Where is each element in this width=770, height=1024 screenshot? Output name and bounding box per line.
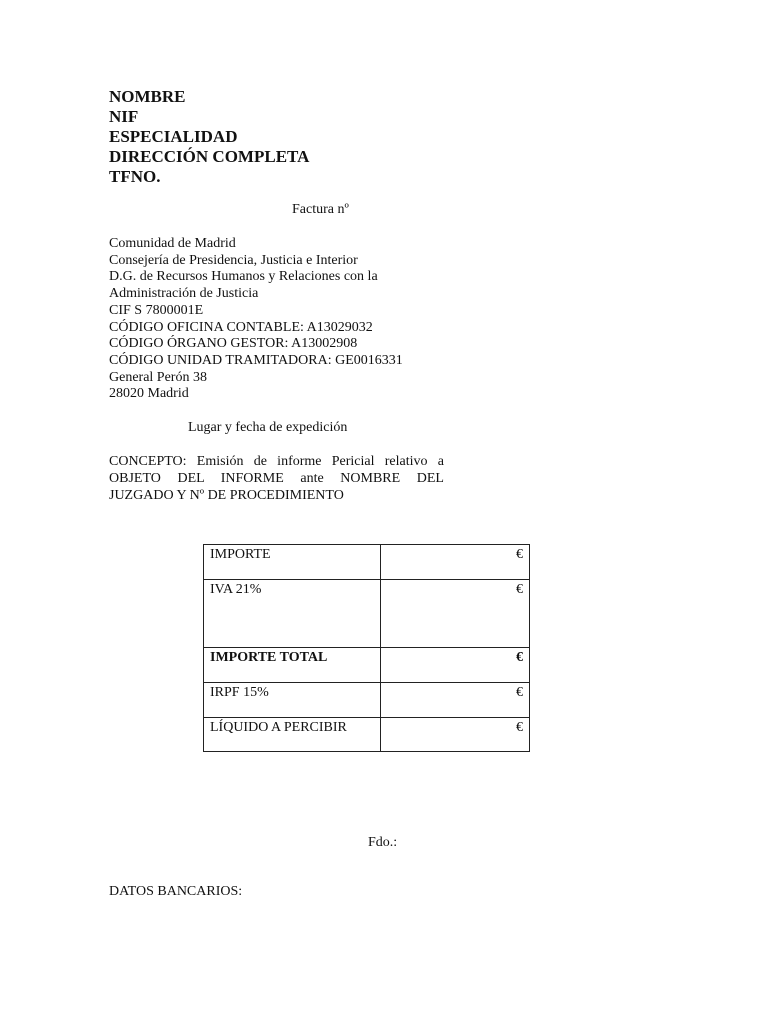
issuer-phone: TFNO. (109, 167, 161, 186)
recipient-line: Consejería de Presidencia, Justicia e Interior (109, 252, 358, 268)
issuer-name: NOMBRE (109, 87, 186, 106)
issuer-nif: NIF (109, 107, 139, 126)
recipient-line: Administración de Justicia (109, 286, 259, 302)
amounts-table (203, 544, 530, 752)
recipient-street: General Perón 38 (109, 369, 207, 385)
table-row (204, 683, 530, 718)
amount-value: € (381, 580, 530, 648)
recipient-line: D.G. de Recursos Humanos y Relaciones con la (109, 269, 378, 285)
table-row-total (204, 648, 530, 683)
signature-label: Fdo.: (368, 835, 398, 850)
table-row (204, 718, 530, 752)
recipient-managing-body-code: CÓDIGO ÓRGANO GESTOR: A13002908 (109, 336, 358, 352)
concept-block (109, 453, 444, 504)
table-row (204, 545, 530, 580)
concept-line: OBJETO DEL INFORME ante NOMBRE DEL (109, 471, 444, 486)
issuer-specialty: ESPECIALIDAD (109, 127, 238, 146)
table-row (204, 580, 530, 648)
issuer-header (109, 87, 309, 187)
recipient-block (109, 236, 403, 403)
issuer-address: DIRECCIÓN COMPLETA (109, 147, 310, 166)
recipient-city: 28020 Madrid (109, 386, 189, 402)
amount-value: € (381, 683, 530, 718)
recipient-accounting-office-code: CÓDIGO OFICINA CONTABLE: A13029032 (109, 319, 373, 335)
amount-value: € (381, 718, 530, 752)
recipient-cif: CIF S 7800001E (109, 302, 204, 318)
concept-line: JUZGADO Y Nº DE PROCEDIMIENTO (109, 488, 344, 503)
amount-label: IMPORTE TOTAL (204, 648, 381, 683)
amount-value: € (381, 648, 530, 683)
concept-line: CONCEPTO: Emisión de informe Pericial relativo a (109, 454, 444, 469)
recipient-processing-unit-code: CÓDIGO UNIDAD TRAMITADORA: GE0016331 (109, 352, 403, 368)
amount-value: € (381, 545, 530, 580)
place-date-label: Lugar y fecha de expedición (188, 420, 348, 435)
amount-label: IMPORTE (204, 545, 381, 580)
amount-label: IVA 21% (204, 580, 381, 648)
bank-details-label: DATOS BANCARIOS: (109, 884, 243, 899)
amount-label: LÍQUIDO A PERCIBIR (204, 718, 381, 752)
recipient-line: Comunidad de Madrid (109, 236, 236, 251)
amount-label: IRPF 15% (204, 683, 381, 718)
invoice-number-label: Factura nº (292, 202, 349, 217)
